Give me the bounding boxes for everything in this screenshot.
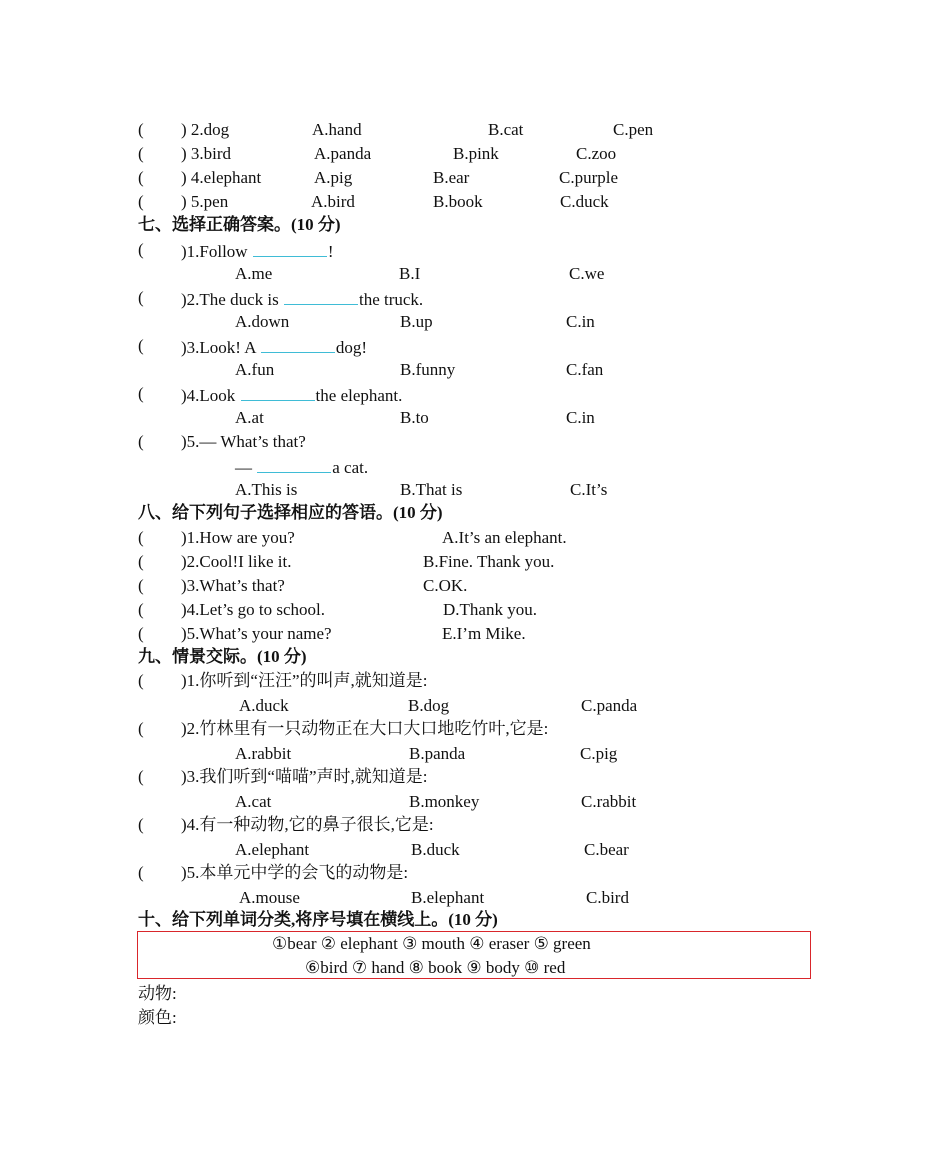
option-b: B.That is — [400, 480, 463, 499]
option-a: A.me — [235, 264, 273, 283]
fill-blank[interactable] — [257, 454, 331, 473]
answer-option: C.OK. — [423, 576, 468, 595]
option-b: B.panda — [409, 744, 466, 763]
option-c: C.duck — [560, 192, 609, 211]
option-c: C.we — [569, 264, 605, 283]
word-bank-box — [137, 931, 811, 979]
option-a: A.hand — [312, 120, 362, 139]
answer-option: D.Thank you. — [443, 600, 537, 619]
question-stem: )5.本单元中学的会飞的动物是: — [181, 863, 409, 882]
option-c: C.purple — [559, 168, 619, 187]
option-b: B.funny — [400, 360, 456, 379]
option-a: A.at — [235, 408, 264, 427]
question-stem: )3.我们听到“喵喵”声时,就知道是: — [181, 767, 428, 786]
answer-option: A.It’s an elephant. — [442, 528, 567, 547]
section-7-title: 七、选择正确答案。(10 分) — [138, 215, 341, 234]
question-stem: )1.你听到“汪汪”的叫声,就知道是: — [181, 671, 428, 690]
answer-paren[interactable]: ( — [138, 600, 144, 619]
option-b: B.monkey — [409, 792, 480, 811]
section-10-title: 十、给下列单词分类,将序号填在横线上。(10 分) — [138, 910, 498, 929]
colors-answer-line[interactable] — [138, 1006, 177, 1030]
animals-label: 动物: — [138, 984, 177, 1003]
answer-paren[interactable]: ( — [138, 288, 144, 307]
option-a: A.elephant — [235, 840, 310, 859]
answer-paren[interactable]: ( — [138, 671, 144, 690]
option-b: B.duck — [411, 840, 460, 859]
word-bank-row-2: ⑥bird ⑦ hand ⑧ book ⑨ body ⑩ red — [305, 958, 566, 977]
option-a: A.This is — [235, 480, 298, 499]
option-a: A.rabbit — [235, 744, 292, 763]
question-stem: )2.竹林里有一只动物正在大口大口地吃竹叶,它是: — [181, 719, 549, 738]
answer-paren[interactable]: ( — [138, 144, 144, 163]
option-a: A.cat — [235, 792, 272, 811]
answer-option: B.Fine. Thank you. — [423, 552, 555, 571]
option-c: C.zoo — [576, 144, 617, 163]
question-stem: )4.Let’s go to school. — [181, 600, 326, 619]
option-b: B.book — [433, 192, 483, 211]
option-b: B.up — [400, 312, 433, 331]
fill-blank[interactable] — [241, 382, 315, 401]
question-stem: )2.Cool!I like it. — [181, 552, 292, 571]
answer-paren[interactable]: ( — [138, 767, 144, 786]
item-word: ) 3.bird — [181, 144, 232, 163]
section-9-title: 九、情景交际。(10 分) — [138, 647, 307, 666]
option-a: A.panda — [314, 144, 372, 163]
fill-blank[interactable] — [284, 286, 358, 305]
option-c: C.in — [566, 408, 595, 427]
option-c: C.pen — [613, 120, 654, 139]
reply-stem: — a cat. — [235, 454, 368, 480]
option-b: B.pink — [453, 144, 499, 163]
option-c: C.pig — [580, 744, 618, 763]
answer-paren[interactable]: ( — [138, 576, 144, 595]
fill-blank[interactable] — [253, 238, 327, 257]
answer-paren[interactable]: ( — [138, 432, 144, 451]
option-a: A.pig — [314, 168, 353, 187]
option-b: B.I — [399, 264, 421, 283]
item-word: ) 2.dog — [181, 120, 230, 139]
option-c: C.It’s — [570, 480, 608, 499]
option-a: A.duck — [239, 696, 289, 715]
answer-paren[interactable]: ( — [138, 336, 144, 355]
answer-paren[interactable]: ( — [138, 192, 144, 211]
option-a: A.mouse — [239, 888, 300, 907]
option-b: B.dog — [408, 696, 450, 715]
answer-paren[interactable]: ( — [138, 240, 144, 259]
section-8-title: 八、给下列句子选择相应的答语。(10 分) — [138, 503, 443, 522]
option-b: B.to — [400, 408, 429, 427]
option-a: A.fun — [235, 360, 275, 379]
option-c: C.bear — [584, 840, 629, 859]
fill-blank[interactable] — [261, 334, 335, 353]
option-a: A.bird — [311, 192, 355, 211]
option-c: C.rabbit — [581, 792, 637, 811]
answer-paren[interactable]: ( — [138, 863, 144, 882]
item-word: ) 4.elephant — [181, 168, 262, 187]
word-bank-row-1: ①bear ② elephant ③ mouth ④ eraser ⑤ green — [272, 934, 591, 953]
option-b: B.cat — [488, 120, 524, 139]
option-c: C.in — [566, 312, 595, 331]
item-word: ) 5.pen — [181, 192, 229, 211]
answer-paren[interactable]: ( — [138, 624, 144, 643]
answer-paren[interactable]: ( — [138, 168, 144, 187]
question-stem: )1.Follow ! — [181, 238, 334, 264]
question-stem: )5.What’s your name? — [181, 624, 332, 643]
option-c: C.bird — [586, 888, 629, 907]
question-stem: )4.Look the elephant. — [181, 382, 402, 408]
question-stem: )3.What’s that? — [181, 576, 285, 595]
answer-paren[interactable]: ( — [138, 528, 144, 547]
answer-paren[interactable]: ( — [138, 815, 144, 834]
option-c: C.panda — [581, 696, 638, 715]
answer-paren[interactable]: ( — [138, 384, 144, 403]
question-stem: )5.— What’s that? — [181, 432, 306, 451]
animals-answer-line[interactable] — [138, 982, 177, 1006]
answer-option: E.I’m Mike. — [442, 624, 526, 643]
answer-paren[interactable]: ( — [138, 552, 144, 571]
question-stem: )2.The duck is the truck. — [181, 286, 423, 312]
colors-label: 颜色: — [138, 1008, 177, 1027]
question-stem: )3.Look! A dog! — [181, 334, 367, 360]
answer-paren[interactable]: ( — [138, 120, 144, 139]
option-c: C.fan — [566, 360, 604, 379]
question-stem: )4.有一种动物,它的鼻子很长,它是: — [181, 815, 434, 834]
option-b: B.elephant — [411, 888, 485, 907]
answer-paren[interactable]: ( — [138, 719, 144, 738]
question-stem: )1.How are you? — [181, 528, 295, 547]
option-a: A.down — [235, 312, 290, 331]
option-b: B.ear — [433, 168, 470, 187]
